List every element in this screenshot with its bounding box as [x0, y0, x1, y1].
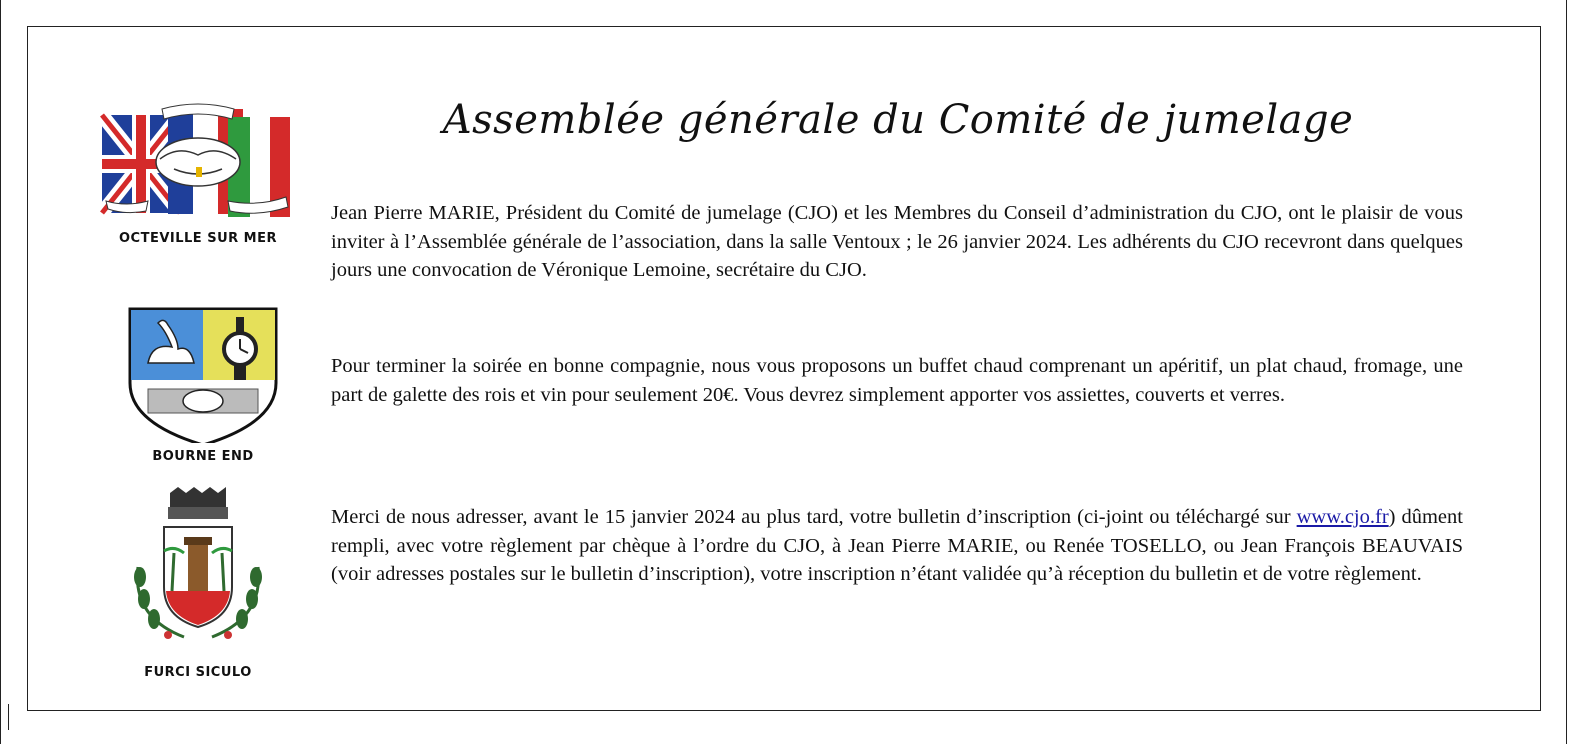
logo-caption-furci-siculo: FURCI SICULO	[144, 665, 252, 680]
twinning-flags-icon	[98, 97, 298, 227]
logo-caption-octeville: OCTEVILLE SUR MER	[119, 231, 277, 246]
left-mark	[8, 704, 9, 730]
cjo-website-link[interactable]: www.cjo.fr	[1296, 506, 1389, 528]
logo-octeville	[98, 97, 298, 257]
logo-furci-siculo	[108, 487, 288, 707]
logo-bourne-end	[118, 283, 288, 483]
paragraph-buffet: Pour terminer la soirée en bonne compagnie, nous vous proposons un buffet chaud comprenant un apéritif, un plat chaud, fromage, une part de galette des rois et vin pour seulement 20€. Vous devrez simplement apporter vos assiettes, couverts et verres.	[331, 355, 1463, 406]
furci-siculo-crest-icon	[108, 487, 288, 667]
bourne-end-shield-icon	[118, 283, 288, 443]
logos-column	[78, 97, 338, 727]
registration-text-before: Merci de nous adresser, avant le 15 janvier 2024 au plus tard, votre bulletin d’inscription (ci-joint ou téléchargé sur	[331, 506, 1297, 528]
right-edge-line	[1566, 0, 1567, 744]
left-edge-line	[0, 0, 1, 744]
invitation-frame	[27, 26, 1541, 711]
page-title: Assemblée générale du Comité de jumelage	[442, 97, 1354, 143]
registration-text-after: ) dûment rempli, avec votre règlement par chèque à l’ordre du CJO, à Jean Pierre MARIE, ou Renée TOSELLO, ou Jean François BEAUVAIS (voir adresses postales sur le bulletin d’inscription), votre inscription n’étant validée qu’à réception du bulletin et de votre règlement.	[331, 506, 1463, 585]
paragraph-invitation: Jean Pierre MARIE, Président du Comité de jumelage (CJO) et les Membres du Conseil d’administration du CJO, ont le plaisir de vous inviter à l’Assemblée générale de l’association, dans la salle Ventoux ; le 26 janvier 2024. Les adhérents du CJO recevront dans quelques jours une convocation de Véronique Lemoine, secrétaire du CJO.	[331, 202, 1463, 281]
paragraph-registration	[331, 503, 1463, 589]
logo-caption-bourne-end: BOURNE END	[152, 449, 254, 464]
